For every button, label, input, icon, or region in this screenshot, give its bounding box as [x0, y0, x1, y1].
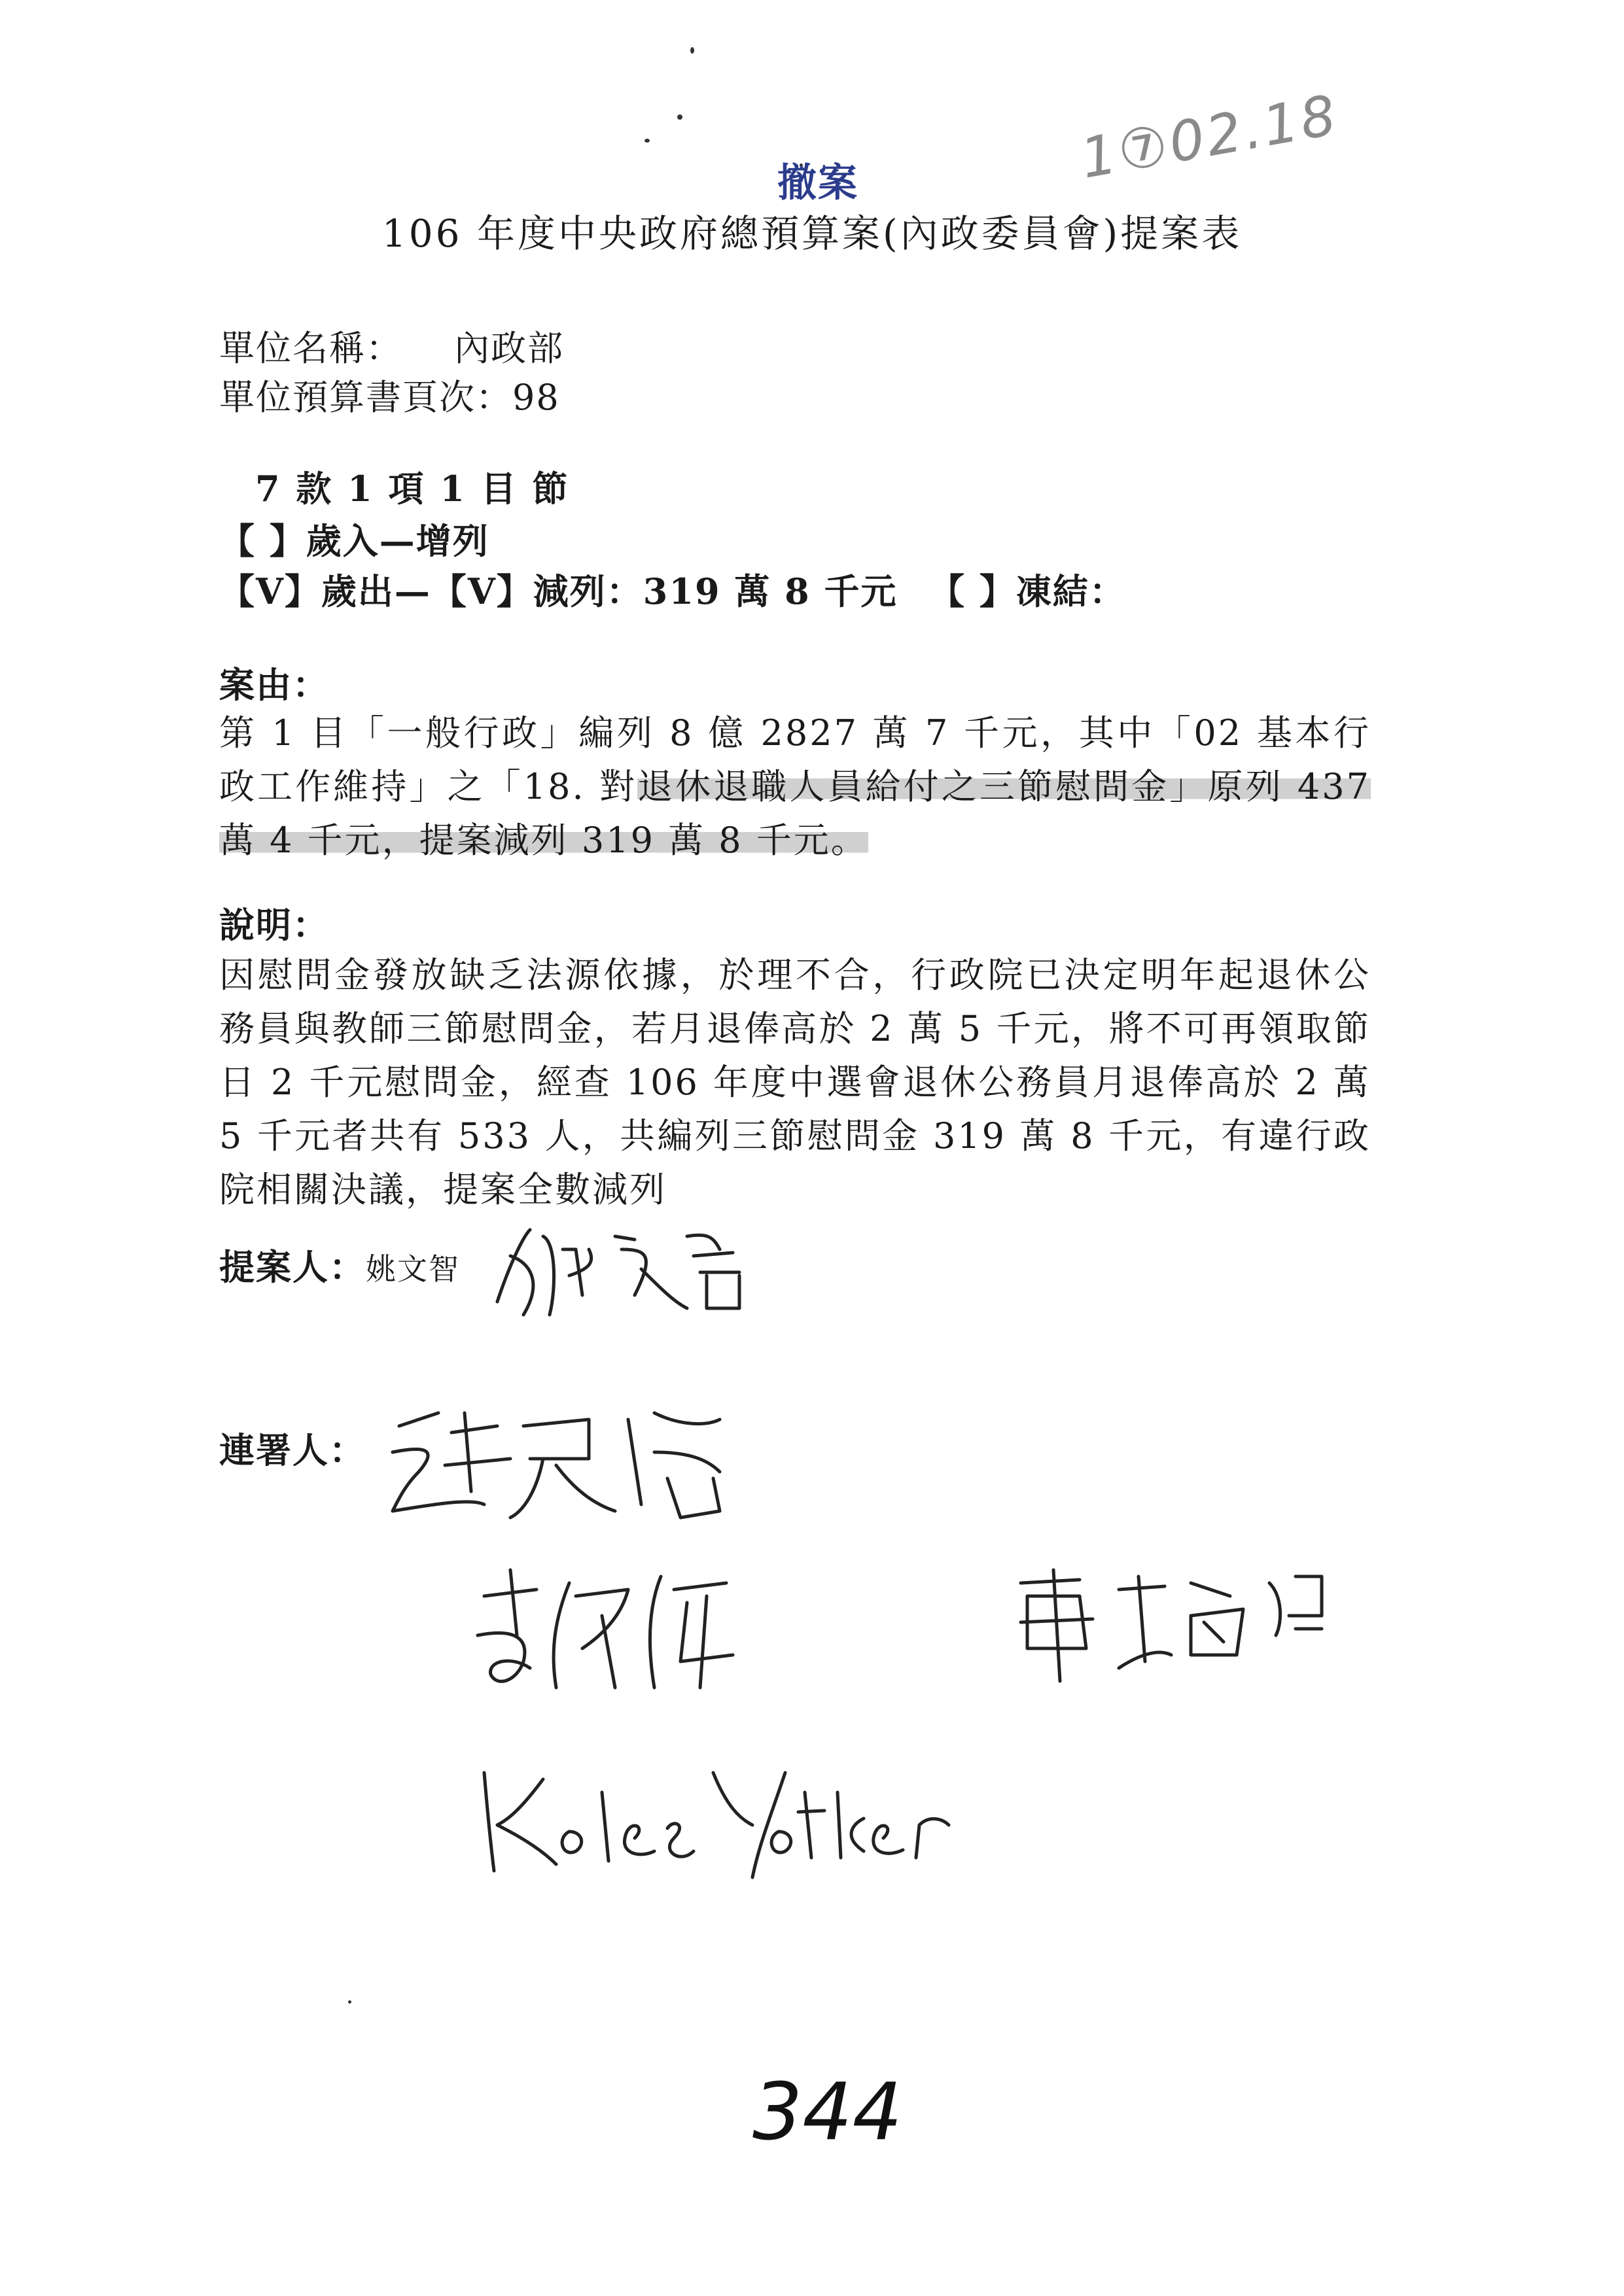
cosigner-signature-1 — [380, 1387, 746, 1531]
handwritten-page-number: 344 — [752, 2067, 903, 2158]
proposer-label: 提案人： — [219, 1246, 366, 1288]
budget-page-value: 98 — [512, 377, 560, 418]
budget-section: 7 款 1 項 1 目 節 — [255, 468, 570, 510]
explanation-paragraph: 因慰問金發放缺乏法源依據，於理不合，行政院已決定明年起退休公務員與教師三節慰問金，若月退俸高於 2 萬 5 千元，將不可再領取節日 2 千元慰問金，經查 106 年度中選會退休公務員月退俸高於 2 萬 5 千元者共有 533 人，共編列三節慰問金 319 萬 8 千元，有違行政院相關決議，提案全數減列 — [219, 954, 1371, 1210]
scan-speck — [677, 114, 682, 120]
revenue-increase-line: 【 】歲入—增列 — [219, 520, 489, 562]
reason-heading: 案由： — [219, 664, 329, 706]
cosigner-label: 連署人： — [219, 1429, 366, 1471]
reason-text: 第 1 目「一般行政」編列 8 億 2827 萬 7 千元，其中「02 基本行政工作維持」之「18. 對 — [219, 712, 1371, 807]
reason-text-highlighted: 退休退職人員給付之三節慰問金」原列 437 萬 4 千元，提案減列 319 萬 8 千元。 — [219, 766, 1371, 861]
scan-speck — [348, 2000, 351, 2004]
expense-decrease-line: 【V】歲出—【V】減列：319 萬 8 千元 — [219, 570, 898, 612]
document-title: 106 年度中央政府總預算案(內政委員會)提案表 — [381, 211, 1243, 256]
unit-name-value: 內政部 — [454, 328, 565, 369]
proposer-name: 姚文智 — [366, 1251, 460, 1287]
proposer-row — [219, 1240, 460, 1290]
proposer-signature — [484, 1210, 766, 1328]
scan-speck — [644, 139, 650, 143]
cosigner-signature-3 — [995, 1557, 1335, 1688]
scan-speck — [690, 47, 694, 54]
budget-page-row — [219, 370, 560, 420]
explanation-heading: 說明： — [219, 904, 329, 946]
cosigner-signature-2 — [458, 1557, 772, 1707]
budget-page-label: 單位預算書頁次： — [219, 377, 512, 418]
reason-paragraph — [219, 706, 1371, 867]
cosigner-signature-4 — [471, 1753, 968, 1884]
withdrawn-stamp: 撤案 — [777, 160, 858, 206]
handwritten-date-note: 1⑦02.18 — [1076, 82, 1343, 191]
freeze-line: 【 】凍結： — [929, 570, 1126, 612]
unit-name-row — [219, 321, 564, 371]
unit-name-label: 單位名稱： — [219, 328, 402, 369]
